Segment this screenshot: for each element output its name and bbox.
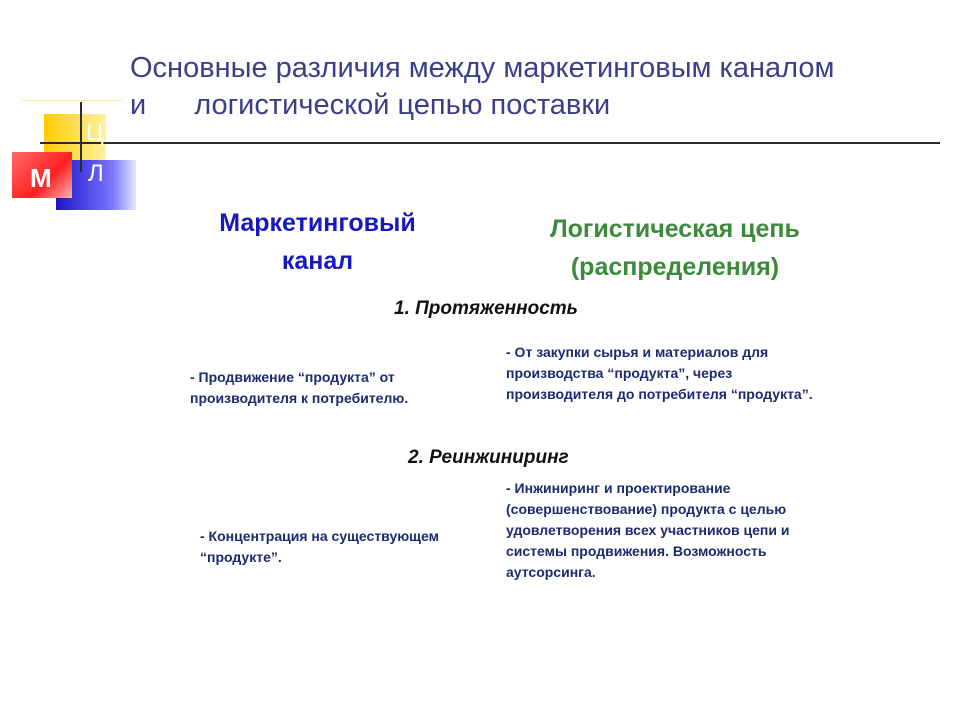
- slide-title: [130, 50, 930, 124]
- logo-letter-c: Ц: [86, 119, 104, 146]
- column-heading-left-line-2: канал: [281, 247, 354, 275]
- title-line-2-conjunction: и: [130, 89, 147, 121]
- section-2-marketing-text: - Концентрация на существующем “продукте”.: [200, 528, 439, 565]
- column-heading-marketing-channel: [185, 204, 450, 280]
- column-heading-left-line-1: Маркетинговый: [219, 209, 416, 237]
- title-line-2-text: логистической цепью поставки: [194, 89, 611, 121]
- logo-thin-line: [22, 100, 122, 101]
- logo-vertical-line: [80, 102, 82, 172]
- column-heading-logistics-chain: [500, 210, 850, 286]
- section-title-reengineering: 2. Реинжиниринг: [408, 447, 569, 468]
- section-1-logistics-text: - От закупки сырья и материалов для производства “продукта”, через производителя до потребителя “продукта”.: [506, 344, 813, 402]
- title-line-1: Основные различия между маркетинговым каналом: [130, 52, 835, 84]
- title-underline: [40, 142, 940, 144]
- section-title-length: 1. Протяженность: [394, 298, 578, 319]
- logo-letter-m: М: [30, 163, 52, 193]
- column-heading-right-line-2: (распределения): [570, 253, 780, 281]
- section-2-logistics-text: - Инжиниринг и проектирование (совершенствование) продукта с целью удовлетворения всех участников цепи и системы продвижения. Возможность аутсорсинга.: [506, 480, 790, 580]
- section-1-marketing-text: - Продвижение “продукта” от производителя к потребителю.: [190, 369, 409, 406]
- logo-letter-l: Л: [88, 160, 104, 187]
- column-heading-right-line-1: Логистическая цепь: [550, 215, 800, 243]
- title-line-2: [130, 87, 930, 124]
